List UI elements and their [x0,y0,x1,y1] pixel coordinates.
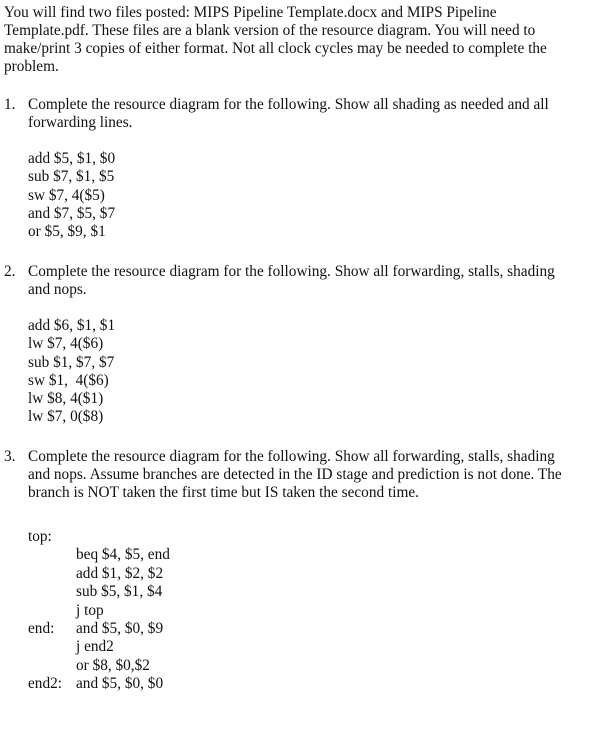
code-label: top: [28,528,52,545]
intro-line: You will find two files posted: MIPS Pipeline Template.docx and MIPS Pipeline [4,4,497,21]
code-block [28,150,602,241]
intro-line: make/print 3 copies of either format. Not all clock cycles may be needed to complete the [4,40,547,57]
question-text-line: and nops. [28,281,87,298]
question-text [28,96,602,132]
code-instruction: or $8, $0,$2 [76,656,150,674]
code-line: or $5, $9, $1 [28,223,106,241]
code-row [28,602,602,620]
code-row [28,546,602,564]
code-line: lw $7, 0($8) [28,408,104,426]
question-number: 3. [4,448,16,465]
code-line: sub $1, $7, $7 [28,353,115,371]
code-row [28,565,602,583]
code-row [28,583,602,601]
intro-line: Template.pdf. These files are a blank version of the resource diagram. You will need to [4,22,536,39]
code-line: sw $1, 4($6) [28,371,109,389]
code-label: end2: [28,675,62,693]
intro-paragraph [4,4,602,76]
question-text-line: branch is NOT taken the first time but IS taken the second time. [28,484,419,501]
code-instruction: sub $5, $1, $4 [76,583,163,601]
intro-line: problem. [4,58,59,75]
code-block [28,317,602,427]
code-line: lw $7, 4($6) [28,335,104,353]
question-2 [4,263,602,427]
code-instruction: j end2 [76,638,114,656]
labeled-code-block [28,528,602,694]
code-line: sub $7, $1, $5 [28,168,115,186]
code-row [28,675,602,693]
code-row [28,638,602,656]
code-line: add $5, $1, $0 [28,150,116,167]
question-text [28,448,602,502]
code-row [28,657,602,675]
question-text-line: and nops. Assume branches are detected in the ID stage and prediction is not done. The [28,466,562,483]
code-instruction: and $5, $0, $9 [76,619,164,637]
code-line: and $7, $5, $7 [28,204,116,222]
code-instruction: j top [76,601,104,619]
question-text [28,263,602,299]
question-3 [4,448,602,694]
question-text-line: Complete the resource diagram for the following. Show all shading as needed and all [28,96,549,113]
question-text-line: Complete the resource diagram for the following. Show all forwarding, stalls, shading [28,263,555,280]
question-number: 2. [4,263,16,280]
code-row [28,528,602,546]
question-text-line: forwarding lines. [28,114,133,131]
code-instruction: and $5, $0, $0 [76,675,164,693]
question-number: 1. [4,96,16,113]
code-label: end: [28,619,55,637]
question-1 [4,96,602,241]
code-row [28,620,602,638]
code-line: lw $8, 4($1) [28,390,104,408]
code-line: add $6, $1, $1 [28,317,116,334]
code-line: sw $7, 4($5) [28,186,105,204]
code-instruction: add $1, $2, $2 [76,564,164,582]
code-instruction: beq $4, $5, end [76,546,170,564]
question-text-line: Complete the resource diagram for the following. Show all forwarding, stalls, shading [28,448,555,465]
